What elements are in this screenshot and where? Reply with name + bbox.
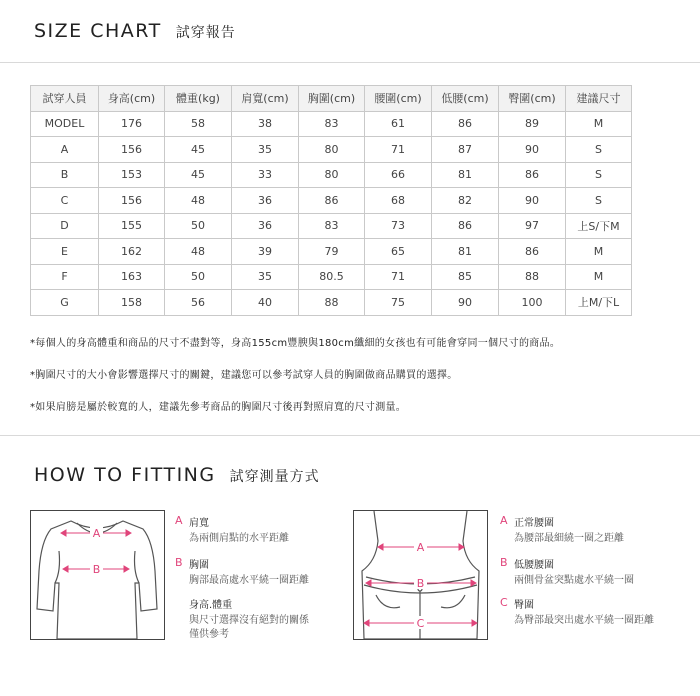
table-cell: 156 <box>99 188 165 214</box>
table-cell: 80 <box>299 137 365 163</box>
table-row <box>31 264 632 290</box>
table-cell: 36 <box>232 188 299 214</box>
table-cell: 176 <box>99 111 165 137</box>
table-cell: 158 <box>99 290 165 316</box>
legend-letter: A <box>175 514 183 527</box>
legend-title: 胸圍 <box>189 560 209 571</box>
divider <box>0 62 700 63</box>
legend-desc: 胸部最高處水平繞一圈距離 <box>189 575 309 586</box>
table-cell: S <box>566 162 632 188</box>
table-cell: 86 <box>499 162 566 188</box>
legend-desc: 與尺寸選擇沒有絕對的關係 <box>189 615 309 626</box>
table-cell: 86 <box>432 111 499 137</box>
table-cell: 45 <box>165 137 232 163</box>
right-pocket <box>441 595 465 608</box>
table-row <box>31 162 632 188</box>
table-cell: C <box>31 188 99 214</box>
table-cell: 80 <box>299 162 365 188</box>
table-cell: 90 <box>499 188 566 214</box>
legend-desc: 為臀部最突出處水平繞一圈距離 <box>514 615 654 626</box>
left-pocket <box>376 595 400 608</box>
marker-a: A <box>416 541 425 554</box>
size-chart-subtitle: 試穿報告 <box>175 25 236 41</box>
table-cell: 90 <box>432 290 499 316</box>
table-cell: 162 <box>99 239 165 265</box>
legend-letter: C <box>500 596 508 609</box>
table-cell: 45 <box>165 162 232 188</box>
legend-desc: 為腰部最細繞一圈之距離 <box>514 533 624 544</box>
note-1: *每個人的身高體重和商品的尺寸不盡對等，身高155cm豐腴與180cm纖細的女孩也有可能會穿同一個尺寸的商品。 <box>30 338 561 349</box>
arrow-left-icon <box>61 530 66 536</box>
table-cell: 86 <box>499 239 566 265</box>
table-cell: 65 <box>365 239 432 265</box>
table-cell: 48 <box>165 188 232 214</box>
table-cell: 48 <box>165 239 232 265</box>
arrow-left-icon <box>378 544 383 550</box>
table-cell: 73 <box>365 213 432 239</box>
column-header: 試穿人員 <box>31 86 99 112</box>
table-cell: 36 <box>232 213 299 239</box>
table-cell: A <box>31 137 99 163</box>
table-cell: 153 <box>99 162 165 188</box>
column-header: 臀圍(cm) <box>499 86 566 112</box>
table-cell: 87 <box>432 137 499 163</box>
note-2: *胸圍尺寸的大小會影響選擇尺寸的關鍵，建議您可以參考試穿人員的胸圍做商品購買的選擇。 <box>30 370 458 381</box>
table-body <box>31 111 632 315</box>
fitting-header <box>34 464 320 486</box>
column-header: 肩寬(cm) <box>232 86 299 112</box>
marker-a: A <box>92 527 101 540</box>
arrow-left-icon <box>366 580 371 586</box>
table-cell: 56 <box>165 290 232 316</box>
table-cell: 38 <box>232 111 299 137</box>
table-cell: M <box>566 264 632 290</box>
column-header: 建議尺寸 <box>566 86 632 112</box>
legend-letter: B <box>500 556 508 569</box>
bottom-legend <box>500 514 695 624</box>
table-cell: 66 <box>365 162 432 188</box>
marker-b: B <box>416 577 425 590</box>
table-cell: 100 <box>499 290 566 316</box>
left-sleeve-seam <box>55 551 60 583</box>
table-cell: 上M/下L <box>566 290 632 316</box>
column-header: 身高(cm) <box>99 86 165 112</box>
divider <box>0 435 700 436</box>
column-header: 低腰(cm) <box>432 86 499 112</box>
table-cell: 68 <box>365 188 432 214</box>
table-row <box>31 137 632 163</box>
table-cell: 33 <box>232 162 299 188</box>
marker-c: C <box>416 617 425 630</box>
top-garment-illustration <box>31 511 164 639</box>
bottom-garment-illustration <box>354 511 487 639</box>
legend-letter: A <box>500 514 508 527</box>
table-cell: 90 <box>499 137 566 163</box>
table-header-row <box>31 86 632 112</box>
legend-title: 臀圍 <box>514 600 534 611</box>
table-cell: 97 <box>499 213 566 239</box>
table-cell: 83 <box>299 213 365 239</box>
table-row <box>31 111 632 137</box>
table-cell: 40 <box>232 290 299 316</box>
table-cell: MODEL <box>31 111 99 137</box>
table-cell: 61 <box>365 111 432 137</box>
fitting-title: HOW TO FITTING <box>34 464 216 486</box>
legend-desc: 兩側骨盆突點處水平繞一圈 <box>514 575 634 586</box>
table-cell: 156 <box>99 137 165 163</box>
table-cell: 79 <box>299 239 365 265</box>
table-row <box>31 188 632 214</box>
table-cell: 75 <box>365 290 432 316</box>
arrow-left-icon <box>63 566 68 572</box>
fitting-subtitle: 試穿測量方式 <box>229 469 320 485</box>
arrow-left-icon <box>364 620 369 626</box>
legend-title: 肩寬 <box>189 518 209 529</box>
table-cell: F <box>31 264 99 290</box>
legend-desc: 為兩側肩點的水平距離 <box>189 533 289 544</box>
marker-b: B <box>92 563 101 576</box>
table-cell: M <box>566 111 632 137</box>
column-header: 腰圍(cm) <box>365 86 432 112</box>
legend-letter: B <box>175 556 183 569</box>
table-cell: 80.5 <box>299 264 365 290</box>
column-header: 胸圍(cm) <box>299 86 365 112</box>
table-cell: 88 <box>299 290 365 316</box>
table-cell: 35 <box>232 137 299 163</box>
table-cell: G <box>31 290 99 316</box>
right-sleeve-seam <box>135 551 140 583</box>
table-cell: 85 <box>432 264 499 290</box>
top-garment-diagram <box>30 510 165 640</box>
arrow-right-icon <box>124 566 129 572</box>
legend-desc: 僅供參考 <box>189 629 229 640</box>
table-cell: 81 <box>432 162 499 188</box>
table-cell: 50 <box>165 264 232 290</box>
table-cell: 71 <box>365 264 432 290</box>
legend-title: 身高.體重 <box>189 600 233 611</box>
size-table <box>30 85 632 316</box>
table-cell: 58 <box>165 111 232 137</box>
table-cell: 89 <box>499 111 566 137</box>
table-cell: 81 <box>432 239 499 265</box>
table-cell: 71 <box>365 137 432 163</box>
table-cell: 35 <box>232 264 299 290</box>
table-cell: 83 <box>299 111 365 137</box>
table-cell: E <box>31 239 99 265</box>
top-legend <box>175 514 345 644</box>
table-cell: 50 <box>165 213 232 239</box>
column-header: 體重(kg) <box>165 86 232 112</box>
table-cell: 上S/下M <box>566 213 632 239</box>
table-cell: 39 <box>232 239 299 265</box>
table-cell: 155 <box>99 213 165 239</box>
table-cell: S <box>566 137 632 163</box>
table-cell: 88 <box>499 264 566 290</box>
size-chart-title: SIZE CHART <box>34 20 162 42</box>
table-cell: B <box>31 162 99 188</box>
table-cell: 163 <box>99 264 165 290</box>
arrow-right-icon <box>126 530 131 536</box>
table-cell: D <box>31 213 99 239</box>
table-row <box>31 213 632 239</box>
table-cell: 86 <box>299 188 365 214</box>
bottom-garment-diagram <box>353 510 488 640</box>
size-chart-header <box>34 20 236 42</box>
table-cell: M <box>566 239 632 265</box>
legend-title: 低腰腰圍 <box>514 560 554 571</box>
table-cell: 82 <box>432 188 499 214</box>
legend-title: 正常腰圍 <box>514 518 554 529</box>
note-3: *如果肩膀是屬於較寬的人，建議先參考商品的胸圍尺寸後再對照肩寬的尺寸測量。 <box>30 402 407 413</box>
table-cell: 86 <box>432 213 499 239</box>
table-row <box>31 239 632 265</box>
table-cell: S <box>566 188 632 214</box>
arrow-right-icon <box>472 620 477 626</box>
table-row <box>31 290 632 316</box>
